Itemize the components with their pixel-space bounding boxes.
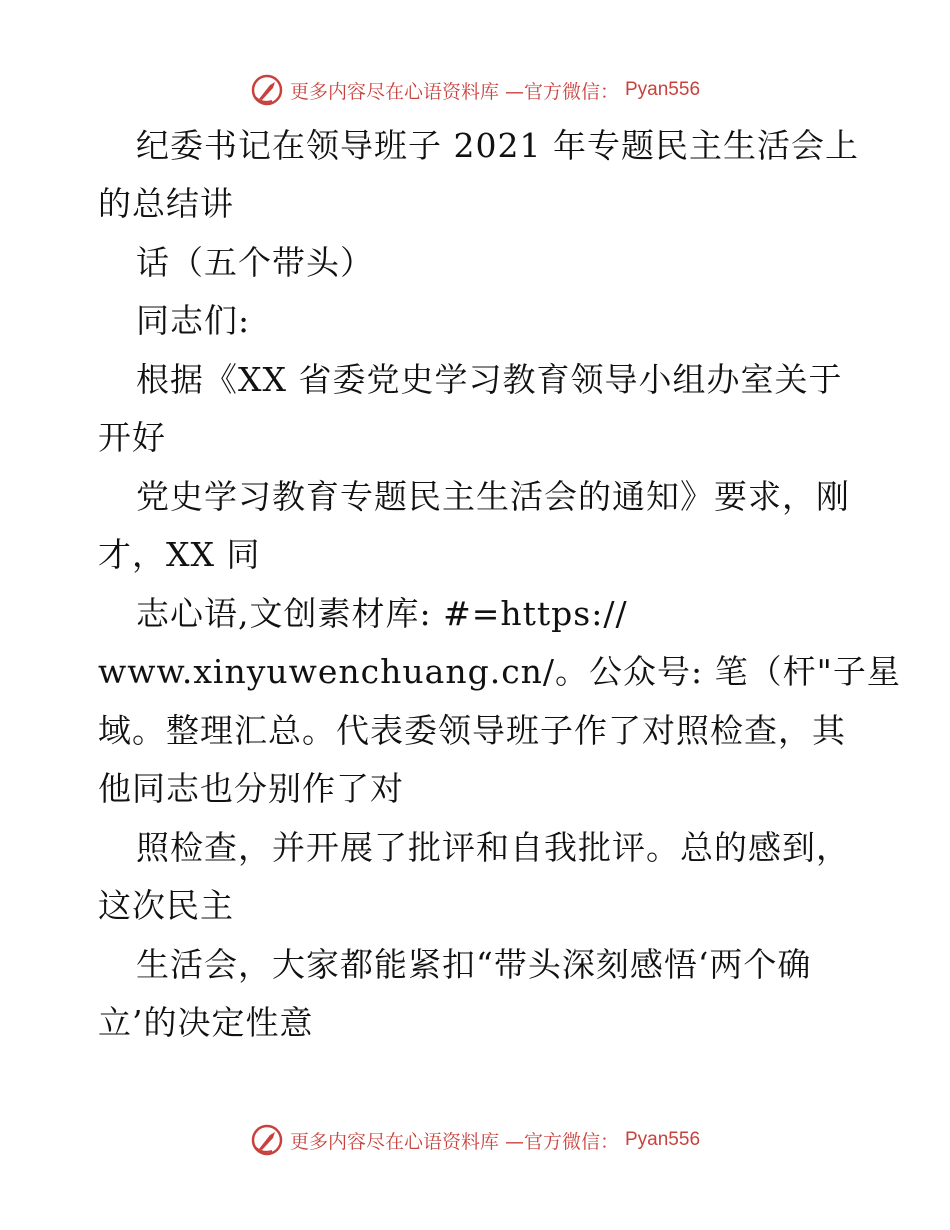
doc-line: 纪委书记在领导班子 2021 年专题民主生活会上 (136, 126, 859, 165)
footer-watermark (0, 1120, 950, 1160)
doc-line: 这次民主 (98, 886, 234, 925)
pen-nib-logo-icon (250, 1123, 284, 1157)
watermark-separator: —官方微信： (504, 80, 619, 103)
doc-line: 他同志也分别作了对 (98, 769, 404, 808)
doc-line: 照检查，并开展了批评和自我批评。总的感到， (136, 828, 850, 867)
doc-line: 同志们: (136, 301, 251, 340)
doc-line: 立’的决定性意 (98, 1003, 314, 1042)
doc-line: 党史学习教育专题民主生活会的通知》要求，刚 (136, 477, 850, 516)
doc-line: 的总结讲 (98, 184, 234, 223)
doc-line: 根据《XX 省委党史学习教育领导小组办室关于 (136, 360, 843, 399)
doc-line: 生活会，大家都能紧扣“带头深刻感悟‘两个确 (136, 945, 812, 984)
watermark-text: 更多内容尽在心语资料库 (289, 80, 499, 103)
doc-line: 域。整理汇总。代表委领导班子作了对照检查，其 (98, 711, 846, 750)
pen-nib-logo-icon (250, 73, 284, 107)
doc-line: 开好 (98, 418, 166, 457)
doc-line: 话（五个带头） (136, 243, 374, 282)
doc-line: 才，XX 同 (98, 535, 261, 574)
watermark-separator: —官方微信： (504, 1130, 619, 1153)
watermark-text: 更多内容尽在心语资料库 (289, 1130, 499, 1153)
doc-line: www.xinyuwenchuang.cn/。公众号: 笔（杆"子星 (98, 652, 901, 691)
header-watermark (0, 70, 950, 110)
watermark-account: Pyan556 (625, 1129, 701, 1150)
watermark-account: Pyan556 (625, 79, 701, 100)
doc-line: 志心语,文创素材库: #=https:// (136, 594, 628, 633)
